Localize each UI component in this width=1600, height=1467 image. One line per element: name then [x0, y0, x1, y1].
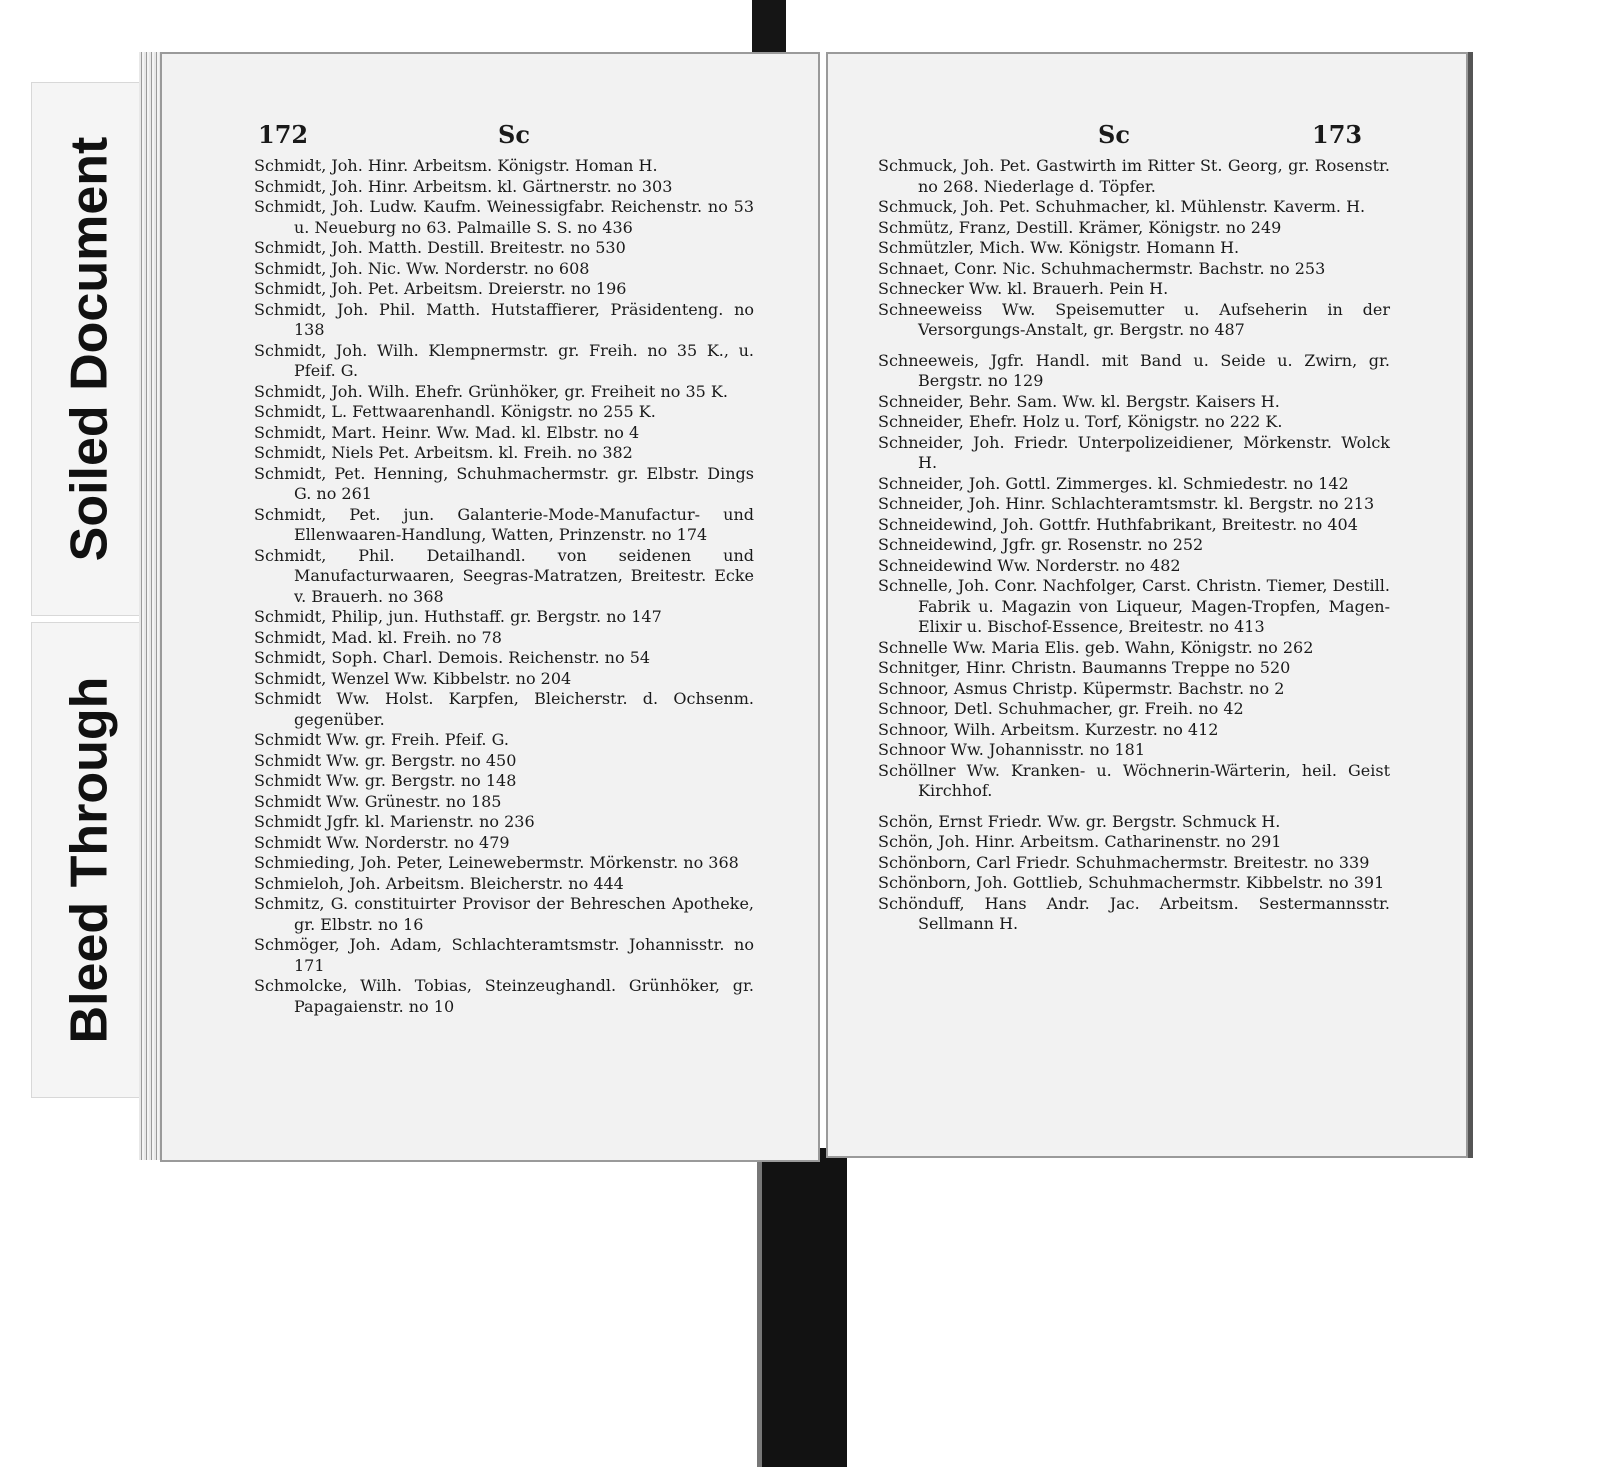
right-page-entries	[878, 156, 1390, 935]
directory-entry: Schmützler, Mich. Ww. Königstr. Homann H.	[878, 238, 1240, 257]
directory-entry: Schön, Ernst Friedr. Ww. gr. Bergstr. Schmuck H.	[878, 811, 1281, 831]
directory-entry: Schmuck, Joh. Pet. Gastwirth im Ritter St. Georg, gr. Rosenstr. no 268. Niederlage d. Töpfer.	[878, 156, 1390, 196]
directory-entry: Schnitger, Hinr. Christn. Baumanns Treppe no 520	[878, 658, 1291, 677]
directory-entry: Schmidt, Joh. Wilh. Klempnermstr. gr. Freih. no 35 K., u. Pfeif. G.	[254, 340, 754, 380]
directory-entry: Schmidt Jgfr. kl. Marienstr. no 236	[254, 812, 535, 831]
soiled-document-label-text: Soiled Document	[60, 136, 118, 562]
directory-entry: Schnelle Ww. Maria Elis. geb. Wahn, Königstr. no 262	[878, 637, 1314, 657]
left-page	[160, 52, 820, 1162]
directory-entry: Schneeweiss Ww. Speisemutter u. Aufseherin in der Versorgungs-Anstalt, gr. Bergstr. no 487	[878, 299, 1390, 339]
left-page-header	[160, 120, 820, 160]
directory-entry: Schmidt, Wenzel Ww. Kibbelstr. no 204	[254, 668, 572, 688]
directory-entry: Schmidt, Joh. Pet. Arbeitsm. Dreierstr. no 196	[254, 279, 627, 298]
directory-entry: Schmieloh, Joh. Arbeitsm. Bleicherstr. no 444	[254, 873, 624, 893]
directory-entry: Schnaet, Conr. Nic. Schuhmachermstr. Bachstr. no 253	[878, 258, 1326, 278]
binding-strip-bottom	[757, 1148, 847, 1467]
directory-entry: Schöllner Ww. Kranken- u. Wöchnerin-Wärterin, heil. Geist Kirchhof.	[878, 760, 1390, 800]
left-page-number: 172	[258, 120, 309, 149]
directory-entry: Schneider, Ehefr. Holz u. Torf, Königstr. no 222 K.	[878, 412, 1283, 431]
directory-entry: Schnoor, Detl. Schuhmacher, gr. Freih. no 42	[878, 699, 1244, 718]
directory-entry: Schmidt, Joh. Matth. Destill. Breitestr. no 530	[254, 238, 626, 257]
directory-entry: Schmidt, Phil. Detailhandl. von seidenen und Manufacturwaaren, Seegras-Matratzen, Breitestr. Ecke v. Brauerh. no 368	[254, 545, 754, 606]
directory-entry: Schmitz, G. constituirter Provisor der Behreschen Apotheke, gr. Elbstr. no 16	[254, 894, 754, 934]
directory-entry: Schmolcke, Wilh. Tobias, Steinzeughandl. Grünhöker, gr. Papagaienstr. no 10	[254, 976, 754, 1016]
directory-entry: Schmidt Ww. gr. Bergstr. no 450	[254, 750, 517, 770]
directory-entry: Schmieding, Joh. Peter, Leinewebermstr. Mörkenstr. no 368	[254, 853, 739, 872]
directory-entry: Schmidt, Pet. jun. Galanterie-Mode-Manufactur- und Ellenwaaren-Handlung, Watten, Prinzenstr. no 174	[254, 504, 754, 544]
directory-entry: Schmidt Ww. gr. Bergstr. no 148	[254, 771, 517, 790]
directory-entry: Schmidt Ww. Grünestr. no 185	[254, 791, 502, 811]
directory-entry: Schneider, Joh. Hinr. Schlachteramtsmstr. kl. Bergstr. no 213	[878, 494, 1375, 513]
directory-entry: Schneider, Joh. Friedr. Unterpolizeidiener, Mörkenstr. Wolck H.	[878, 432, 1390, 472]
directory-entry: Schmidt, Mart. Heinr. Ww. Mad. kl. Elbstr. no 4	[254, 422, 640, 442]
soiled-document-label	[31, 82, 147, 616]
directory-entry: Schmöger, Joh. Adam, Schlachteramtsmstr. Johannisstr. no 171	[254, 935, 754, 975]
directory-entry: Schmidt, Pet. Henning, Schuhmachermstr. gr. Elbstr. Dings G. no 261	[254, 463, 754, 503]
directory-entry: Schmidt, L. Fettwaarenhandl. Königstr. no 255 K.	[254, 402, 656, 421]
directory-entry: Schmidt, Soph. Charl. Demois. Reichenstr. no 54	[254, 648, 651, 667]
directory-entry: Schmuck, Joh. Pet. Schuhmacher, kl. Mühlenstr. Kaverm. H.	[878, 197, 1366, 216]
bleed-through-label-text: Bleed Through	[60, 676, 118, 1044]
directory-entry: Schmidt, Joh. Hinr. Arbeitsm. kl. Gärtnerstr. no 303	[254, 176, 673, 196]
directory-entry: Schmidt, Joh. Ludw. Kaufm. Weinessigfabr. Reichenstr. no 53 u. Neueburg no 63. Palmaille S. S. no 436	[254, 197, 754, 237]
left-page-section-key: Sc	[498, 120, 530, 149]
directory-entry: Schneidewind, Jgfr. gr. Rosenstr. no 252	[878, 535, 1204, 554]
directory-entry: Schmidt, Philip, jun. Huthstaff. gr. Bergstr. no 147	[254, 607, 662, 626]
directory-entry: Schönduff, Hans Andr. Jac. Arbeitsm. Sestermannsstr. Sellmann H.	[878, 893, 1390, 933]
directory-entry: Schnecker Ww. kl. Brauerh. Pein H.	[878, 279, 1169, 298]
directory-entry: Schmidt Ww. Norderstr. no 479	[254, 832, 510, 852]
directory-entry: Schnoor, Wilh. Arbeitsm. Kurzestr. no 412	[878, 719, 1219, 739]
directory-entry: Schmidt, Mad. kl. Freih. no 78	[254, 627, 502, 647]
directory-entry: Schneeweis, Jgfr. Handl. mit Band u. Seide u. Zwirn, gr. Bergstr. no 129	[878, 350, 1390, 390]
directory-entry: Schnoor, Asmus Christp. Küpermstr. Bachstr. no 2	[878, 678, 1285, 698]
right-page-number: 173	[1312, 120, 1363, 149]
directory-entry: Schneider, Behr. Sam. Ww. kl. Bergstr. Kaisers H.	[878, 391, 1280, 411]
directory-entry: Schmidt, Joh. Nic. Ww. Norderstr. no 608	[254, 258, 590, 278]
directory-entry: Schmidt, Joh. Hinr. Arbeitsm. Königstr. Homan H.	[254, 156, 658, 175]
directory-entry: Schönborn, Joh. Gottlieb, Schuhmachermstr. Kibbelstr. no 391	[878, 873, 1385, 892]
directory-entry: Schmidt Ww. Holst. Karpfen, Bleicherstr. d. Ochsenm. gegenüber.	[254, 689, 754, 729]
left-page-entries	[254, 156, 754, 1017]
directory-entry: Schönborn, Carl Friedr. Schuhmachermstr. Breitestr. no 339	[878, 852, 1370, 872]
directory-entry: Schmidt, Joh. Wilh. Ehefr. Grünhöker, gr. Freiheit no 35 K.	[254, 381, 728, 401]
directory-entry: Schön, Joh. Hinr. Arbeitsm. Catharinenstr. no 291	[878, 832, 1282, 851]
directory-entry: Schmidt Ww. gr. Freih. Pfeif. G.	[254, 730, 509, 749]
directory-entry: Schnelle, Joh. Conr. Nachfolger, Carst. Christn. Tiemer, Destill. Fabrik u. Magazin von Liqueur, Magen-Tropfen, Magen-Elixir u. Bischof-Essence, Breitestr. no 413	[878, 576, 1390, 636]
directory-entry: Schneidewind, Joh. Gottfr. Huthfabrikant, Breitestr. no 404	[878, 514, 1358, 534]
directory-entry: Schmidt, Niels Pet. Arbeitsm. kl. Freih. no 382	[254, 443, 633, 462]
directory-entry: Schmidt, Joh. Phil. Matth. Hutstaffierer, Präsidenteng. no 138	[254, 299, 754, 339]
directory-entry: Schnoor Ww. Johannisstr. no 181	[878, 740, 1146, 759]
right-page-section-key: Sc	[1098, 120, 1130, 149]
directory-entry: Schmütz, Franz, Destill. Krämer, Königstr. no 249	[878, 217, 1282, 237]
right-page	[826, 52, 1473, 1158]
directory-entry: Schneider, Joh. Gottl. Zimmerges. kl. Schmiedestr. no 142	[878, 473, 1349, 493]
right-page-header	[826, 120, 1468, 160]
bleed-through-label	[31, 622, 147, 1098]
directory-entry: Schneidewind Ww. Norderstr. no 482	[878, 555, 1181, 575]
